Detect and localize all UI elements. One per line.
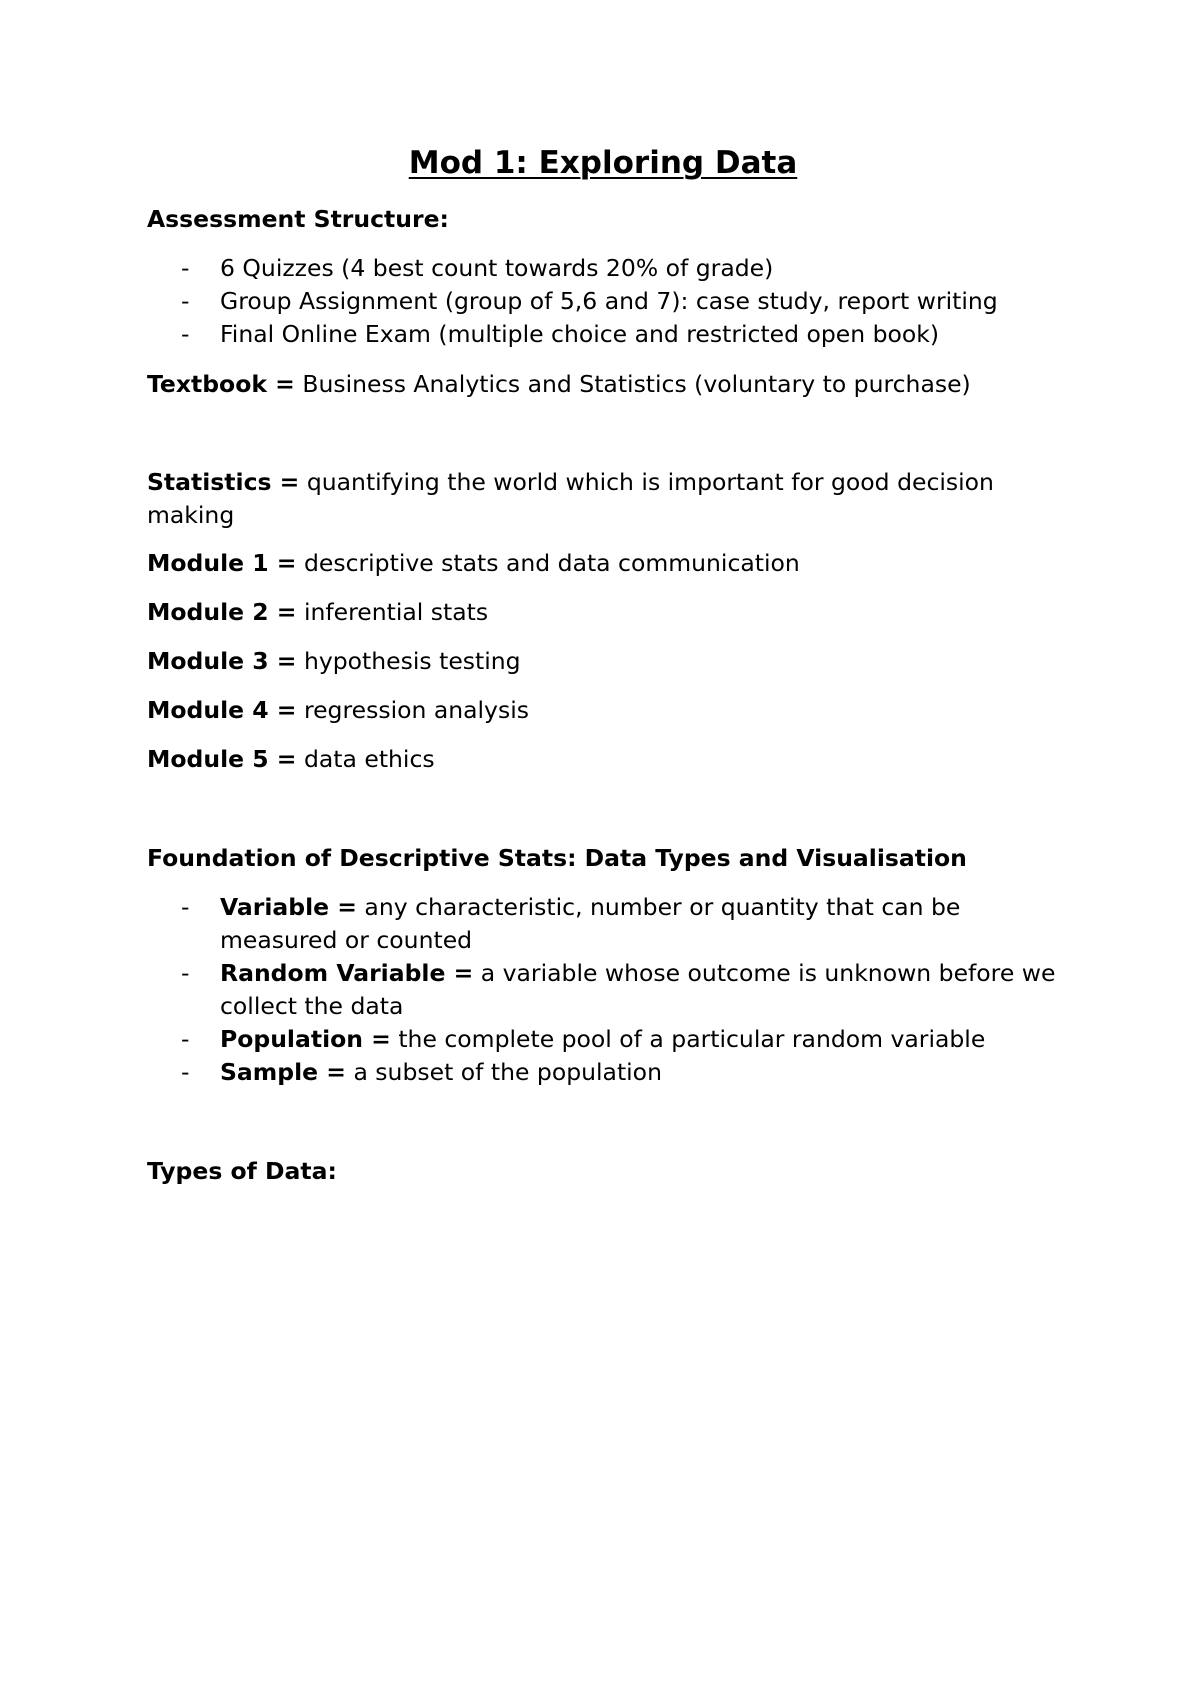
- dash-bullet: -: [181, 287, 190, 315]
- definition-text: the complete pool of a particular random variable: [390, 1025, 986, 1053]
- textbook-text: Business Analytics and Statistics (voluntary to purchase): [294, 370, 971, 398]
- dash-bullet: -: [181, 254, 190, 282]
- module-text: regression analysis: [296, 696, 529, 724]
- module-text: hypothesis testing: [296, 647, 521, 675]
- textbook-term: Textbook =: [147, 370, 295, 398]
- definition-term: Random Variable =: [220, 959, 474, 987]
- module-term: Module 5 =: [147, 745, 297, 773]
- module-4-line: [147, 694, 1067, 727]
- module-term: Module 3 =: [147, 647, 297, 675]
- list-item: [147, 318, 1067, 351]
- module-term: Module 2 =: [147, 598, 297, 626]
- list-item: [147, 891, 1067, 957]
- definition-term: Population =: [220, 1025, 391, 1053]
- list-item: [147, 957, 1067, 1023]
- assessment-list: [147, 252, 1067, 351]
- page-title: Mod 1: Exploring Data: [408, 145, 798, 181]
- list-item: [147, 252, 1067, 285]
- module-term: Module 4 =: [147, 696, 297, 724]
- list-item-text: Final Online Exam (multiple choice and restricted open book): [220, 320, 940, 348]
- definition-text: a subset of the population: [345, 1058, 662, 1086]
- definition-term: Sample =: [220, 1058, 346, 1086]
- statistics-definition: [147, 466, 1067, 532]
- module-2-line: [147, 596, 1067, 629]
- list-item: [147, 285, 1067, 318]
- foundation-list: [147, 891, 1067, 1089]
- list-item: [147, 1056, 1067, 1089]
- definition-text: a variable whose outcome is unknown before we collect the data: [220, 959, 1056, 1020]
- module-3-line: [147, 645, 1067, 678]
- module-term: Module 1 =: [147, 549, 297, 577]
- dash-bullet: -: [181, 1058, 190, 1086]
- textbook-line: [147, 368, 1067, 401]
- foundation-heading: Foundation of Descriptive Stats: Data Types and Visualisation: [147, 844, 967, 872]
- document-page: [147, 0, 1067, 1696]
- definition-text: any characteristic, number or quantity that can be measured or counted: [220, 893, 961, 954]
- module-text: descriptive stats and data communication: [296, 549, 800, 577]
- module-text: data ethics: [296, 745, 435, 773]
- definition-term: Variable =: [220, 893, 357, 921]
- statistics-term: Statistics =: [147, 468, 300, 496]
- dash-bullet: -: [181, 320, 190, 348]
- module-1-line: [147, 547, 1067, 580]
- assessment-heading: Assessment Structure:: [147, 205, 449, 233]
- list-item-text: Group Assignment (group of 5,6 and 7): case study, report writing: [220, 287, 998, 315]
- list-item-text: 6 Quizzes (4 best count towards 20% of grade): [220, 254, 774, 282]
- module-5-line: [147, 743, 1067, 776]
- module-text: inferential stats: [296, 598, 489, 626]
- dash-bullet: -: [181, 893, 190, 921]
- types-of-data-heading: Types of Data:: [147, 1157, 337, 1185]
- list-item: [147, 1023, 1067, 1056]
- dash-bullet: -: [181, 959, 190, 987]
- dash-bullet: -: [181, 1025, 190, 1053]
- statistics-text: quantifying the world which is important for good decision making: [147, 468, 994, 529]
